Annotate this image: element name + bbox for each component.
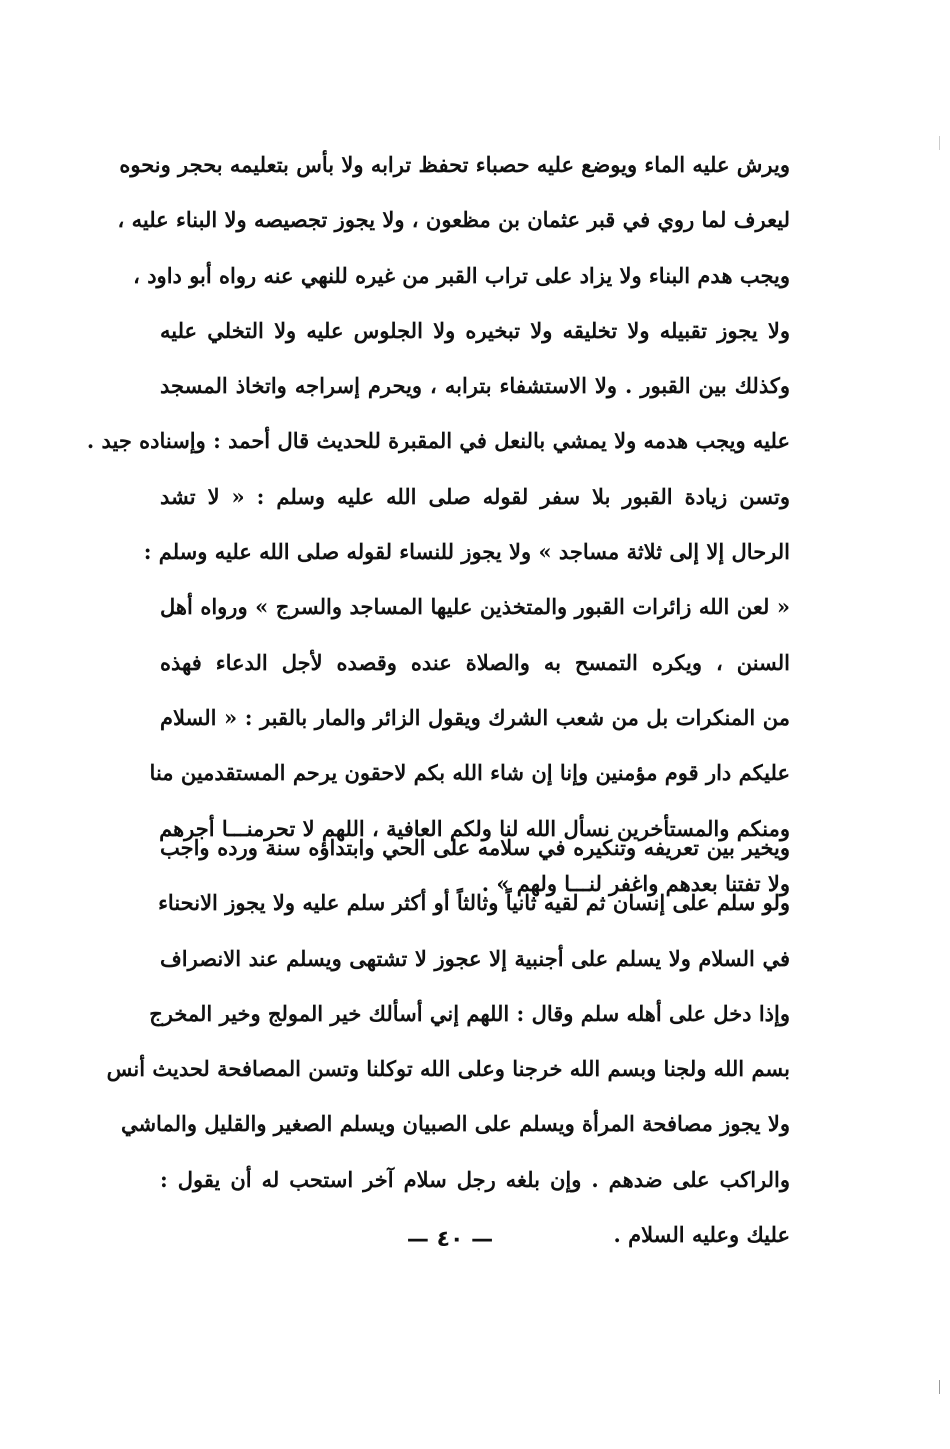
text-line: ويرش عليه الماء ويوضع عليه حصباء تحفظ ترابه ولا بأس بتعليمه بحجر ونحوه	[119, 152, 790, 177]
text-line: ولا يجوز مصافحة المرأة ويسلم على الصبيان ويسلم الصغير والقليل والماشي	[120, 1111, 790, 1137]
text-line: ومنكم والمستأخرين نسأل الله لنا ولكم العافية ، اللهم لا تحرمنـــا أجرهم	[159, 815, 790, 841]
text-line: ولا يجوز تقبيله ولا تخليقه ولا تبخيره ولا الجلوس عليه ولا التخلي عليه	[160, 317, 790, 343]
text-line: عليك وعليه السلام .	[613, 1222, 790, 1248]
text-line: وكذلك بين القبور . ولا الاستشفاء بترابه ، ويحرم إسراجه واتخاذ المسجد	[160, 373, 790, 399]
text-line: عليه ويجب هدمه ولا يمشي بالنعل في المقبرة للحديث قال أحمد : وإسناده جيد .	[86, 428, 790, 454]
paragraph-1	[86, 137, 790, 911]
scan-mark	[939, 136, 940, 150]
text-line: السنن ، ويكره التمسح به والصلاة عنده وقصده لأجل الدعاء فهذه	[160, 649, 790, 675]
text-line: عليكم دار قوم مؤمنين وإنا إن شاء الله بكم لاحقون يرحم المستقدمين منا	[149, 760, 790, 786]
text-line: وإذا دخل على أهله سلم وقال : اللهم إني أسألك خير المولج وخير المخرج	[149, 1000, 790, 1026]
text-line: في السلام ولا يسلم على أجنبية إلا عجوز لا تشتهى ويسلم عند الانصراف	[160, 945, 790, 971]
text-line: « لعن الله زائرات القبور والمتخذين عليها المساجد والسرج » ورواه أهل	[160, 594, 790, 620]
text-line: ولو سلم على إنسان ثم لقيه ثانياً وثالثاً أو أكثر سلم عليه ولا يجوز الانحناء	[158, 890, 790, 916]
text-line: والراكب على ضدهم . وإن بلغه رجل سلام آخر استحب له أن يقول :	[160, 1166, 790, 1192]
text-line: ولا تفتنا بعدهم واغفر لنـــا ولهم » .	[481, 870, 790, 896]
text-line: الرحال إلا إلى ثلاثة مساجد » ولا يجوز للنساء لقوله صلى الله عليه وسلم :	[143, 539, 790, 565]
text-line: بسم الله ولجنا وبسم الله خرجنا وعلى الله توكلنا وتسن المصافحة لحديث أنس	[106, 1056, 790, 1082]
page-number: — ٤٠ —	[406, 1227, 494, 1252]
text-line: وتسن زيادة القبور بلا سفر لقوله صلى الله عليه وسلم : « لا تشد	[160, 483, 790, 509]
text-line: ويخير بين تعريفه وتنكيره في سلامه على الحي وابتداؤه سنة ورده واجب	[160, 835, 790, 860]
text-line: من المنكرات بل من شعب الشرك ويقول الزائر والمار بالقبر : « السلام	[160, 704, 790, 730]
scan-mark	[939, 1380, 940, 1394]
text-line: ليعرف لما روي في قبر عثمان بن مظعون ، ولا يجوز تجصيصه ولا البناء عليه ،	[117, 207, 790, 233]
paragraph-2	[106, 820, 790, 1262]
text-line: ويجب هدم البناء ولا يزاد على تراب القبر من غيره للنهي عنه رواه أبو داود ،	[133, 262, 790, 288]
